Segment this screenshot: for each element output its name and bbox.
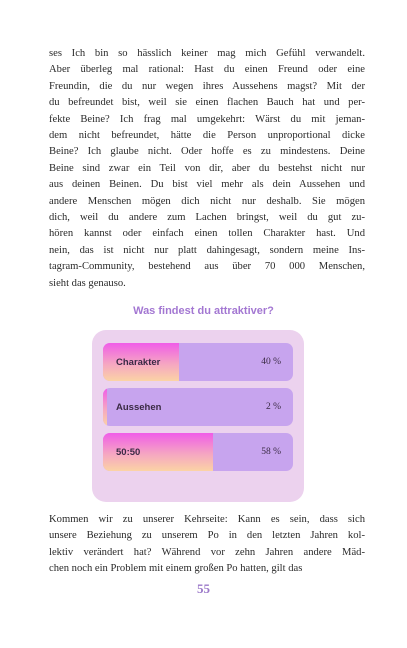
poll-title: Was findest du attraktiver? [133, 305, 274, 317]
text-line: Freundin, die du nur wegen ihres Aussehens magst? Mit der [49, 80, 365, 92]
poll-option-percent: 40 % [261, 357, 281, 367]
poll-bar-fill [103, 388, 107, 426]
poll-option-charakter[interactable] [103, 343, 293, 381]
text-line: fekte Beine? Ich frag mal umgekehrt: Wärst du mit jeman- [49, 113, 365, 125]
page-number: 55 [197, 581, 210, 596]
text-line: du befreundet bist, weil sie einen flachen Bauch hat und per- [49, 97, 365, 109]
poll-option-percent: 58 % [261, 447, 281, 457]
text-line: Beine sind zwar ein Teil von dir, aber du bestehst nicht nur [49, 162, 365, 174]
text-line: lektiv verändert hat? Während vor zehn Jahren andere Mäd- [49, 546, 365, 558]
text-line: andere Menschen mögen dich nicht nur deshalb. Sie mögen [49, 195, 365, 207]
text-line: hören kannst oder einfach einen tollen Charakter hast. Und [49, 228, 365, 240]
body-text-top [49, 46, 365, 292]
body-text-bottom [49, 512, 365, 578]
text-line: Kommen wir zu unserer Kehrseite: Kann es sein, dass sich [49, 514, 365, 525]
text-line: sieht das genauso. [49, 277, 126, 289]
text-line: dem nicht befreundet, hätte die Person unproportional dicke [49, 130, 365, 142]
text-line: ses Ich bin so hässlich keiner mag mich Gefühl verwandelt. [49, 48, 365, 59]
text-line: Beine? Ich glaube nicht. Oder hoffe es zu mindestens. Deine [49, 146, 365, 158]
poll-option-label: Aussehen [116, 401, 162, 413]
poll-option-label: Charakter [116, 356, 161, 368]
text-line: unsere Beziehung zu unserem Po in den letzten Jahren kol- [49, 530, 365, 542]
text-line: aus deinen Beinen. Du bist viel mehr als dein Aussehen und [49, 179, 365, 191]
poll-option-50-50[interactable] [103, 433, 293, 471]
text-line: tagram-Community, bestehend aus über 70 000 Menschen, [49, 261, 365, 273]
poll-option-aussehen[interactable] [103, 388, 293, 426]
poll-option-label: 50:50 [116, 446, 141, 458]
text-line: chen noch ein Problem mit einem großen Po hatten, gilt das [49, 563, 303, 575]
text-line: Aber überleg mal rational: Hast du einen Freund oder eine [49, 64, 365, 76]
text-line: nein, das ist nicht nur platt dahingesagt, sondern meine Ins- [49, 244, 365, 256]
poll-card [92, 330, 304, 502]
poll-option-percent: 2 % [265, 402, 281, 412]
text-line: dich, weil du andere zum Lachen bringst, weil du gut zu- [49, 212, 365, 224]
